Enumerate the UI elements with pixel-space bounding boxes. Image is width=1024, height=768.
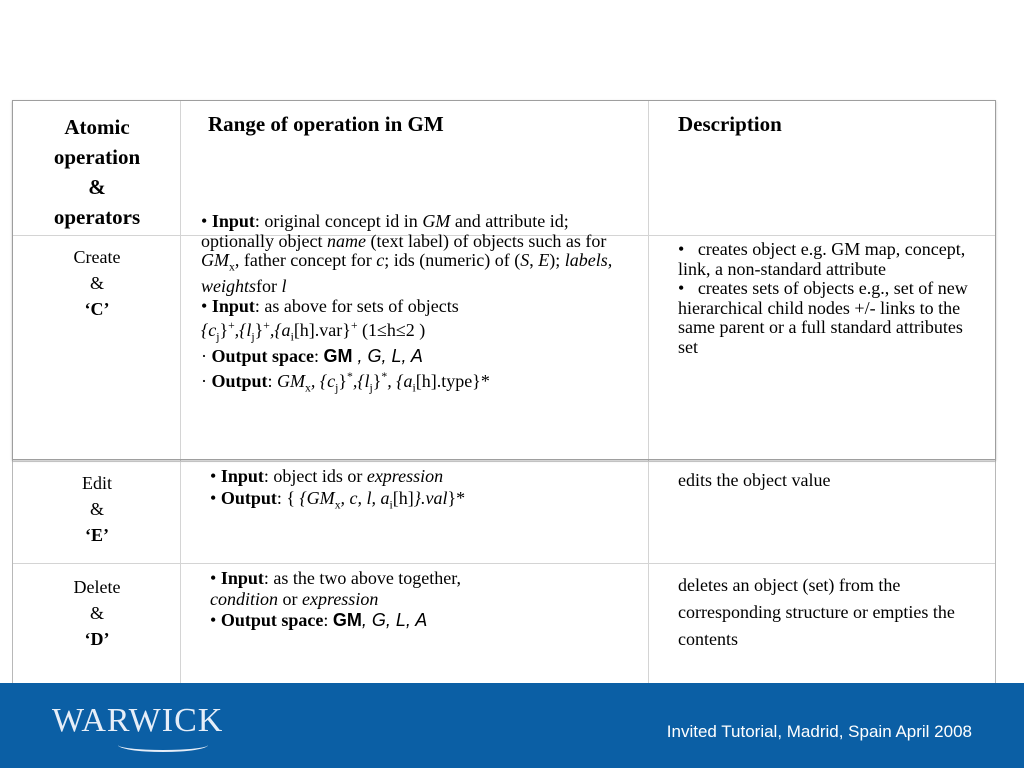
range-delete [210,568,630,631]
bullet-input: • Input: original concept id in GM and attribute id; optionally object name (text label) of objects such as for $GM_x$, father concept for c; ids (numeric) of (S, E); labels, weightsfor l [201,211,613,297]
operation-code: ‘E’ [85,525,109,545]
row-divider [13,461,995,462]
bullet-input-sets: • Input: as above for sets of objects [201,295,459,316]
description-delete: deletes an object (set) from the corresponding structure or empties the contents [678,575,955,649]
row-divider [13,563,995,564]
description-edit: edits the object value [678,470,831,490]
footer-caption: Invited Tutorial, Madrid, Spain April 2008 [666,722,972,741]
description-bullet: • creates sets of objects e.g., set of new hierarchical child nodes +/- links to the same parent or a full standard attributes set [678,278,968,357]
header-line: & [88,175,106,199]
operation-code: ‘C’ [84,299,110,319]
bullet-output-space: • Output space: GM, G, L, A [210,610,428,630]
operation-delete [22,574,172,652]
range-edit [210,465,630,517]
logo-swash [118,738,208,752]
header-description: Description [678,112,782,136]
operation-amp: & [89,273,104,293]
description-bullet: • creates object e.g. GM map, concept, link, a non-standard attribute [678,239,966,279]
bullet-input: • Input: object ids or expression [210,466,444,486]
operation-amp: & [89,603,104,623]
operation-name: Edit [82,473,112,493]
header-line: Atomic [64,115,130,139]
column-divider [648,101,649,697]
description-create [678,240,978,357]
bullet-output-space: · Output space: GM , G, L, A [201,346,423,367]
range-create [201,212,633,398]
operation-edit [22,470,172,548]
bullet-output: · Output: $GM_x$, $\{c_j\}^*,\{l_j\}^*$, $\{a_i[h].type\}*$ [201,369,490,395]
header-line: operators [53,205,141,229]
operation-create [22,244,172,322]
sets-formula: $\{c_j\}^+,\{l_j\}^+,\{a_i[h].var\}^+$ (1≤h≤2 ) [201,319,426,344]
operation-code: ‘D’ [84,629,110,649]
operation-amp: & [89,499,104,519]
condition-line: condition or expression [210,589,379,609]
operation-name: Delete [73,577,121,597]
warwick-logo: WARWICK [52,702,224,739]
header-range: Range of operation in GM [208,112,444,136]
operation-name: Create [73,247,121,267]
bullet-input: • Input: as the two above together, [210,568,462,588]
header-line: operation [53,145,141,169]
column-divider [180,101,181,697]
bullet-output: • Output: { {$GM_x$, c, l, $a_i[h]\}.val\}*$ [210,488,466,512]
header-atomic-operation [22,112,172,232]
